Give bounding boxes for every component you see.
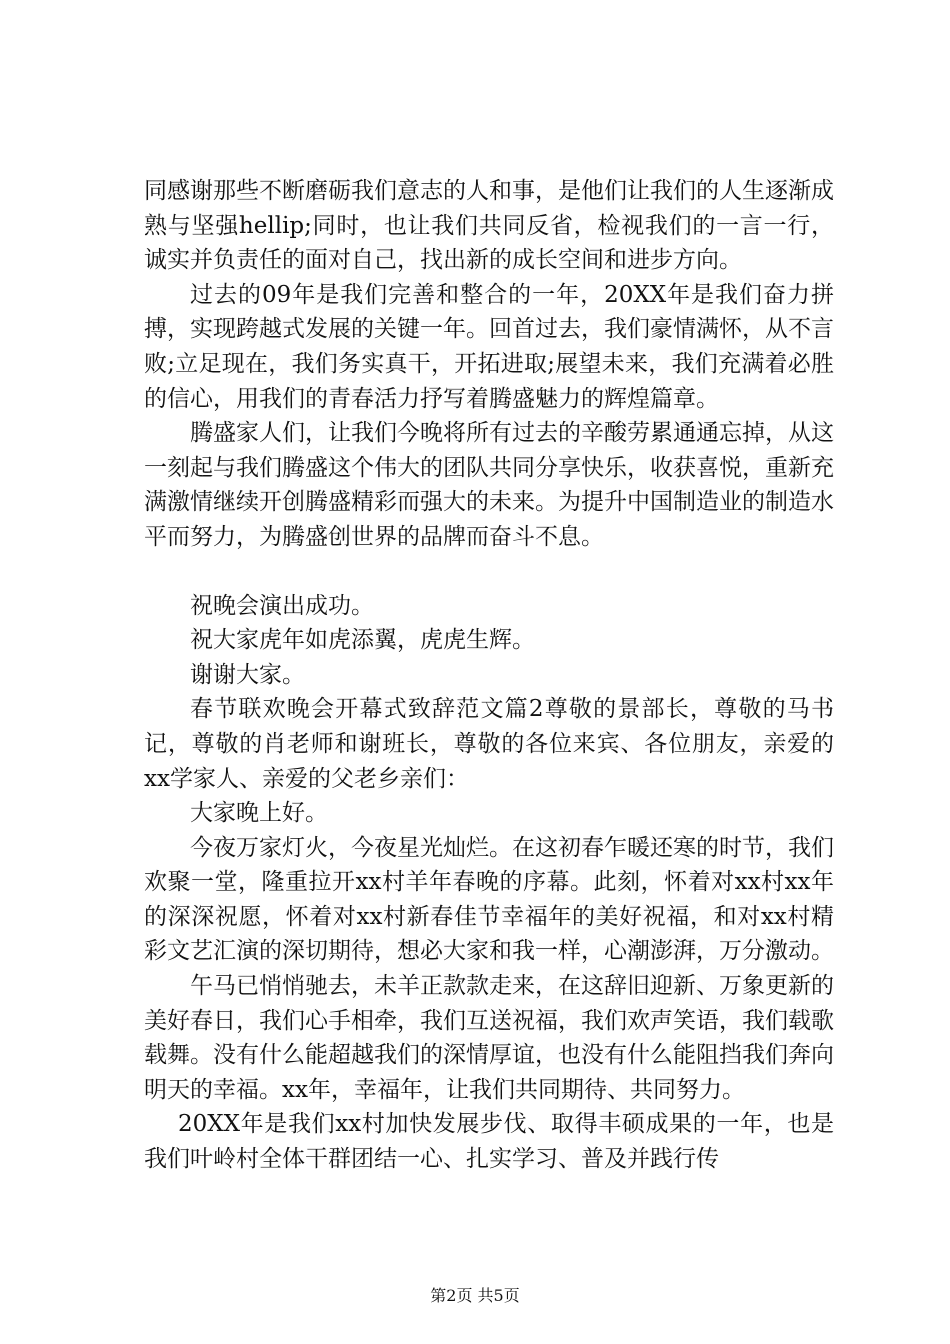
paragraph-6: 谢谢大家。	[190, 661, 305, 688]
paragraph-9: 今夜万家灯火，今夜星光灿烂。在这初春乍暖还寒的时节，我们欢聚一堂，隆重拉开xx村羊年春晚的序幕。此刻，怀着对xx村xx年的深深祝愿，怀着对xx村新春佳节幸福年的美好祝福，和对xx村精彩文艺汇演的深切期待，想必大家和我一样，心潮澎湃，万分激动。	[144, 834, 834, 965]
document-body	[144, 174, 834, 1177]
paragraph-8: 大家晚上好。	[190, 800, 328, 827]
paragraph-5: 祝大家虎年如虎添翼，虎虎生辉。	[190, 627, 535, 654]
paragraph-gap	[144, 555, 834, 589]
paragraph-4: 祝晚会演出成功。	[190, 592, 374, 619]
page-footer: 第2页 共5页	[430, 1286, 520, 1305]
paragraph-10: 午马已悄悄驰去，未羊正款款走来，在这辞旧迎新、万象更新的美好春日，我们心手相牵，我们互送祝福，我们欢声笑语，我们载歌载舞。没有什么能超越我们的深情厚谊，也没有什么能阻挡我们奔向明天的幸福。xx年，幸福年，让我们共同期待、共同努力。	[144, 973, 834, 1103]
paragraph-3: 腾盛家人们，让我们今晚将所有过去的辛酸劳累通通忘掉，从这一刻起与我们腾盛这个伟大的团队共同分享快乐，收获喜悦，重新充满激情继续开创腾盛精彩而强大的未来。为提升中国制造业的制造水平而努力，为腾盛创世界的品牌而奋斗不息。	[144, 420, 834, 550]
paragraph-7: 春节联欢晚会开幕式致辞范文篇2尊敬的景部长，尊敬的马书记，尊敬的肖老师和谢班长，尊敬的各位来宾、各位朋友，亲爱的xx学家人、亲爱的父老乡亲们：	[144, 696, 834, 792]
paragraph-1: 同感谢那些不断磨砺我们意志的人和事，是他们让我们的人生逐渐成熟与坚强hellip;同时，也让我们共同反省，检视我们的一言一行，诚实并负责任的面对自己，找出新的成长空间和进步方向。	[144, 178, 834, 274]
paragraph-2: 过去的09年是我们完善和整合的一年，20XX年是我们奋力拼搏，实现跨越式发展的关键一年。回首过去，我们豪情满怀，从不言败;立足现在，我们务实真干，开拓进取;展望未来，我们充满着必胜的信心，用我们的青春活力抒写着腾盛魅力的辉煌篇章。	[144, 281, 834, 412]
paragraph-11: 20XX年是我们xx村加快发展步伐、取得丰硕成果的一年，也是我们叶岭村全体干群团结一心、扎实学习、普及并践行传	[144, 1111, 834, 1173]
